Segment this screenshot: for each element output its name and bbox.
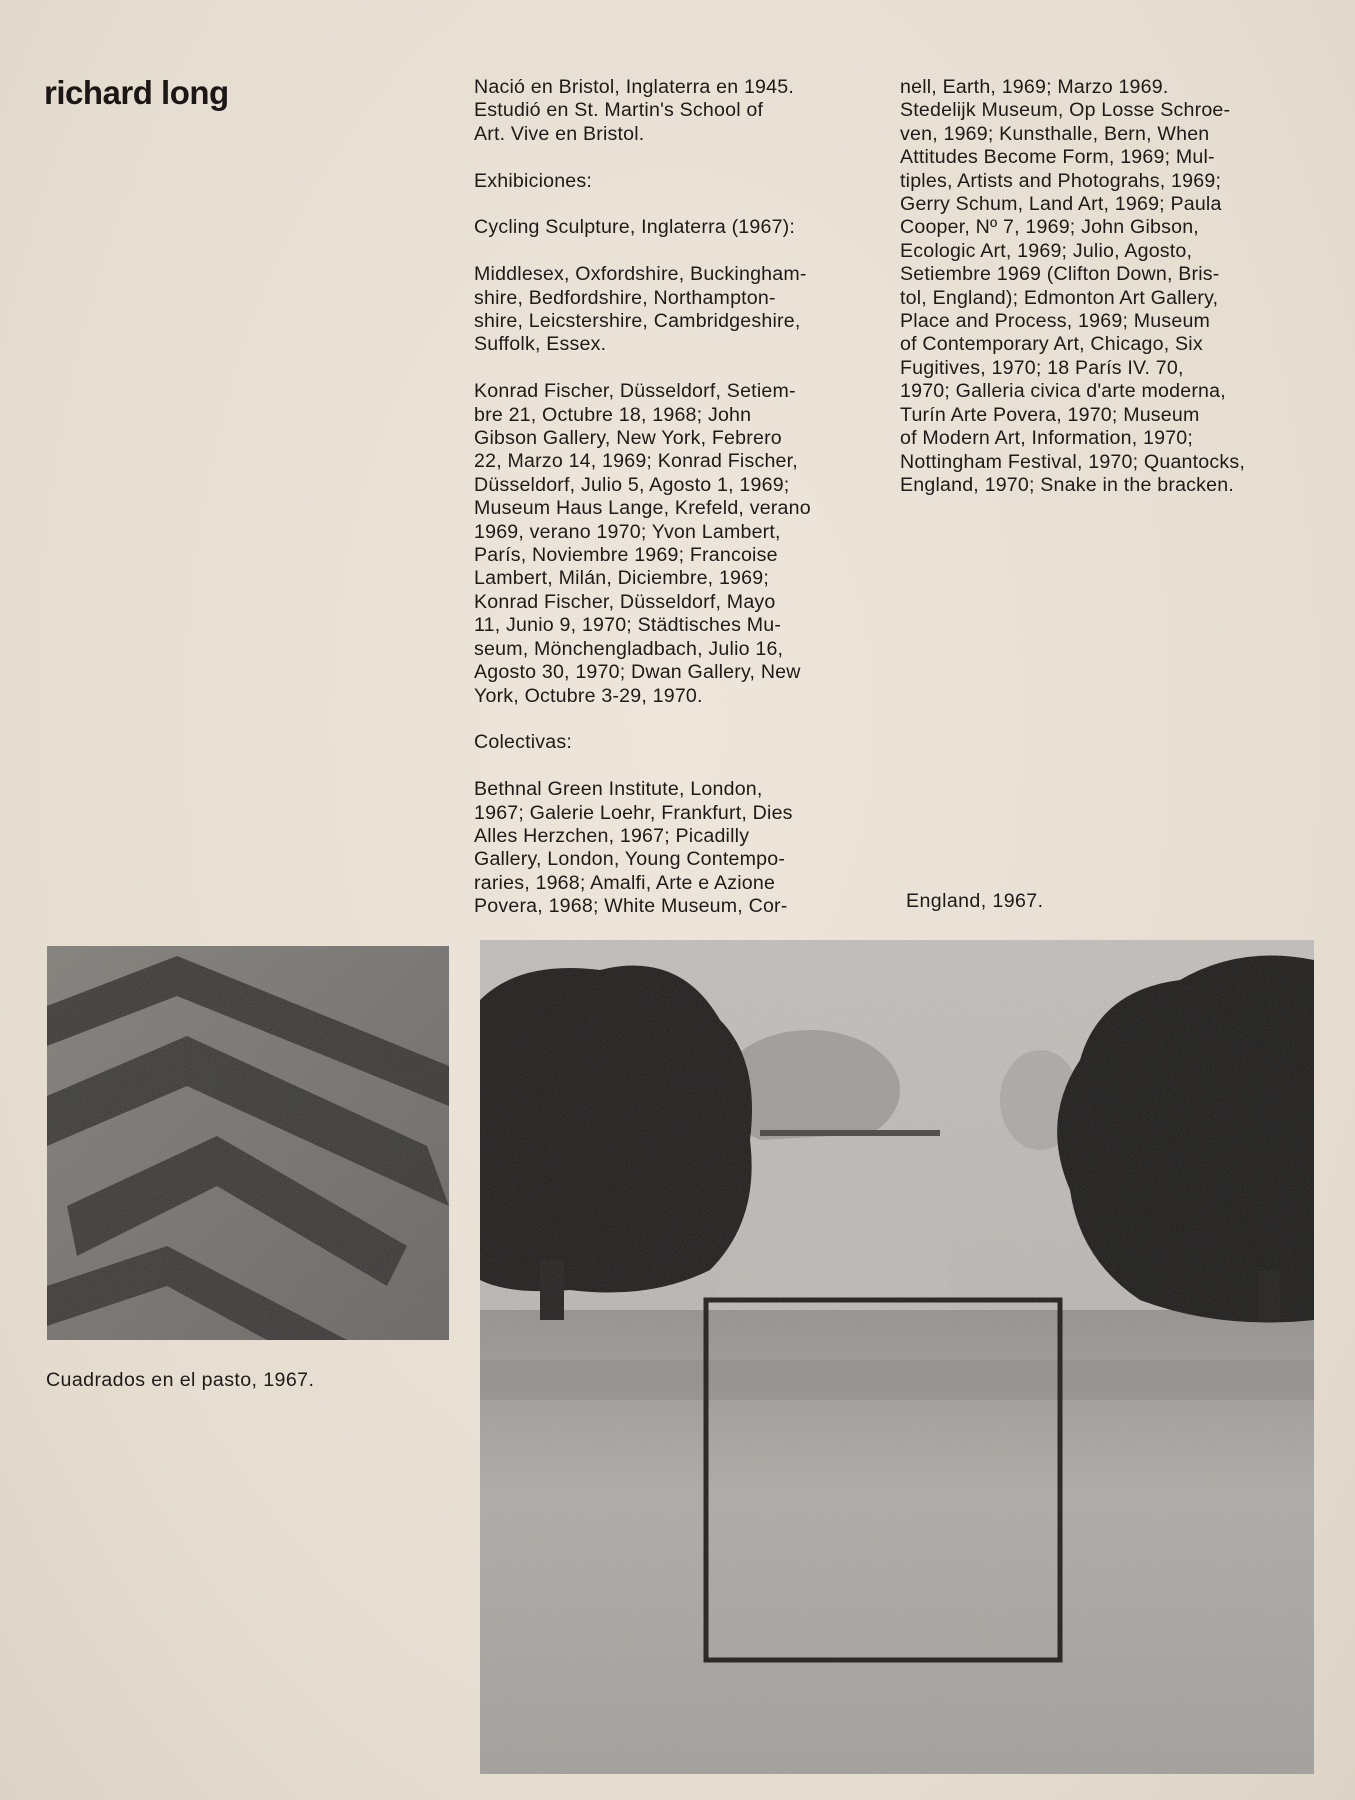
park-rectangle-photo	[480, 940, 1314, 1774]
large-photo-caption: England, 1967.	[906, 890, 1044, 912]
solo-shows: Konrad Fischer, Düsseldorf, Setiem- bre 21, Octubre 18, 1968; John Gibson Gallery, New York, Febrero 22, Marzo 14, 1969; Konrad Fischer, Düsseldorf, Julio 5, Agosto 1, 1969; Museum Haus Lange, Krefeld, verano 1969, verano 1970; Yvon Lambert, París, Noviembre 1969; Francoise Lambert, Milán, Diciembre, 1969; Konrad Fischer, Düsseldorf, Mayo 11, Junio 9, 1970; Städtisches Mu- seum, Mönchengladbach, Julio 16, Agosto 30, 1970; Dwan Gallery, New York, Octubre 3-29, 1970.	[474, 380, 811, 707]
exhibitions-heading: Exhibiciones:	[474, 169, 593, 192]
biography-column-right	[900, 76, 1340, 497]
group-shows-part-1: Bethnal Green Institute, London, 1967; Galerie Loehr, Frankfurt, Dies Alles Herzchen, 1967; Picadilly Gallery, London, Young Contempo- raries, 1968; Amalfi, Arte e Azione Povera, 1968; White Museum, Cor-	[474, 778, 793, 918]
cycling-heading: Cycling Sculpture, Inglaterra (1967):	[474, 216, 796, 239]
group-shows-part-2: nell, Earth, 1969; Marzo 1969. Stedelijk Museum, Op Losse Schroe- ven, 1969; Kunsthalle, Bern, When Attitudes Become Form, 1969; Mul- tiples, Artists and Photograhs, 1969; Gerry Schum, Land Art, 1969; Paula Cooper, Nº 7, 1969; John Gibson, Ecologic Art, 1969; Julio, Agosto, Setiembre 1969 (Clifton Down, Bris- tol, England); Edmonton Art Gallery, Place and Process, 1969; Museum of Contemporary Art, Chicago, Six Fugitives, 1970; 18 París IV. 70, 1970; Galleria civica d'arte moderna, Turín Arte Povera, 1970; Museum of Modern Art, Information, 1970; Nottingham Festival, 1970; Quantocks, England, 1970; Snake in the bracken.	[900, 76, 1246, 496]
artist-name: richard long	[44, 74, 229, 111]
bio-intro: Nació en Bristol, Inglaterra en 1945. Estudió en St. Martin's School of Art. Vive en Bristol.	[474, 76, 794, 145]
biography-column-left	[474, 76, 894, 919]
small-photo-caption: Cuadrados en el pasto, 1967.	[46, 1369, 315, 1391]
group-heading: Colectivas:	[474, 731, 573, 754]
grass-squares-photo	[47, 946, 449, 1340]
cycling-places: Middlesex, Oxfordshire, Buckingham- shire, Bedfordshire, Northampton- shire, Leicstershire, Cambridgeshire, Suffolk, Essex.	[474, 263, 807, 356]
